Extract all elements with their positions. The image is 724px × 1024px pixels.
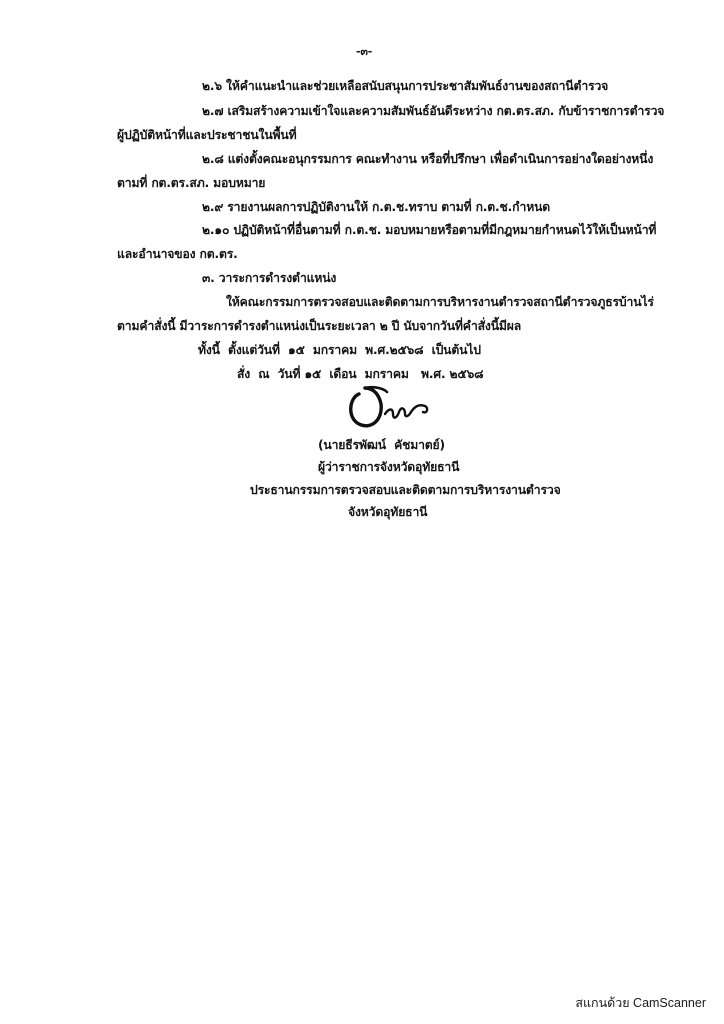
section-3-para-line2: ตามคำสั่งนี้ มีวาระการดำรงตำแหน่งเป็นระยะเวลา ๒ ปี นับจากวันที่คำสั่งนี้มีผล	[117, 319, 522, 333]
handwritten-signature	[343, 384, 438, 432]
item-2-8-line1: ๒.๘ แต่งตั้งคณะอนุกรรมการ คณะทำงาน หรือที่ปรึกษา เพื่อดำเนินการอย่างใดอย่างหนึ่ง	[202, 152, 654, 166]
item-2-7-line1	[202, 103, 665, 119]
item-2-7-line2: ผู้ปฏิบัติหน้าที่และประชาชนในพื้นที่	[117, 128, 297, 142]
signer-name: (นายธีรพัฒน์ คัชมาตย์)	[318, 438, 445, 452]
item-2-9: ๒.๙ รายงานผลการปฏิบัติงานให้ ก.ต.ช.ทราบ ตามที่ ก.ต.ช.กำหนด	[202, 200, 551, 214]
section-3-heading: ๓. วาระการดำรงตำแหน่ง	[202, 271, 337, 285]
item-2-8-line2: ตามที่ กต.ตร.สภ. มอบหมาย	[117, 176, 266, 190]
section-3-para-line1: ให้คณะกรรมการตรวจสอบและติดตามการบริหารงานตำรวจสถานีตำรวจภูธรบ้านไร่	[226, 295, 654, 309]
signer-position: ผู้ว่าราชการจังหวัดอุทัยธานี	[318, 460, 460, 474]
item-2-7-text: ๒.๗ เสริมสร้างความเข้าใจและความสัมพันธ์อันดีระหว่าง กต.ตร.สภ. กับข้าราชการตำรวจ	[202, 104, 665, 118]
camscanner-footer: สแกนด้วย CamScanner	[575, 996, 706, 1010]
signer-role-line1: ประธานกรรมการตรวจสอบและติดตามการบริหารงานตำรวจ	[250, 483, 561, 497]
effective-date: ทั้งนี้ ตั้งแต่วันที่ ๑๕ มกราคม พ.ศ.๒๕๖๘ เป็นต้นไป	[198, 343, 481, 357]
item-2-6: ๒.๖ ให้คำแนะนำและช่วยเหลือสนับสนุนการประชาสัมพันธ์งานของสถานีตำรวจ	[202, 79, 609, 93]
item-2-10-line1: ๒.๑๐ ปฏิบัติหน้าที่อื่นตามที่ ก.ต.ช. มอบหมายหรือตามที่มีกฎหมายกำหนดไว้ให้เป็นหน้าที่	[202, 223, 657, 237]
signer-role-line2: จังหวัดอุทัยธานี	[348, 505, 428, 519]
order-date: สั่ง ณ วันที่ ๑๕ เดือน มกราคม พ.ศ. ๒๕๖๘	[237, 367, 484, 381]
item-2-10-line2: และอำนาจของ กต.ตร.	[117, 247, 238, 261]
page-number: -๓-	[356, 45, 373, 58]
